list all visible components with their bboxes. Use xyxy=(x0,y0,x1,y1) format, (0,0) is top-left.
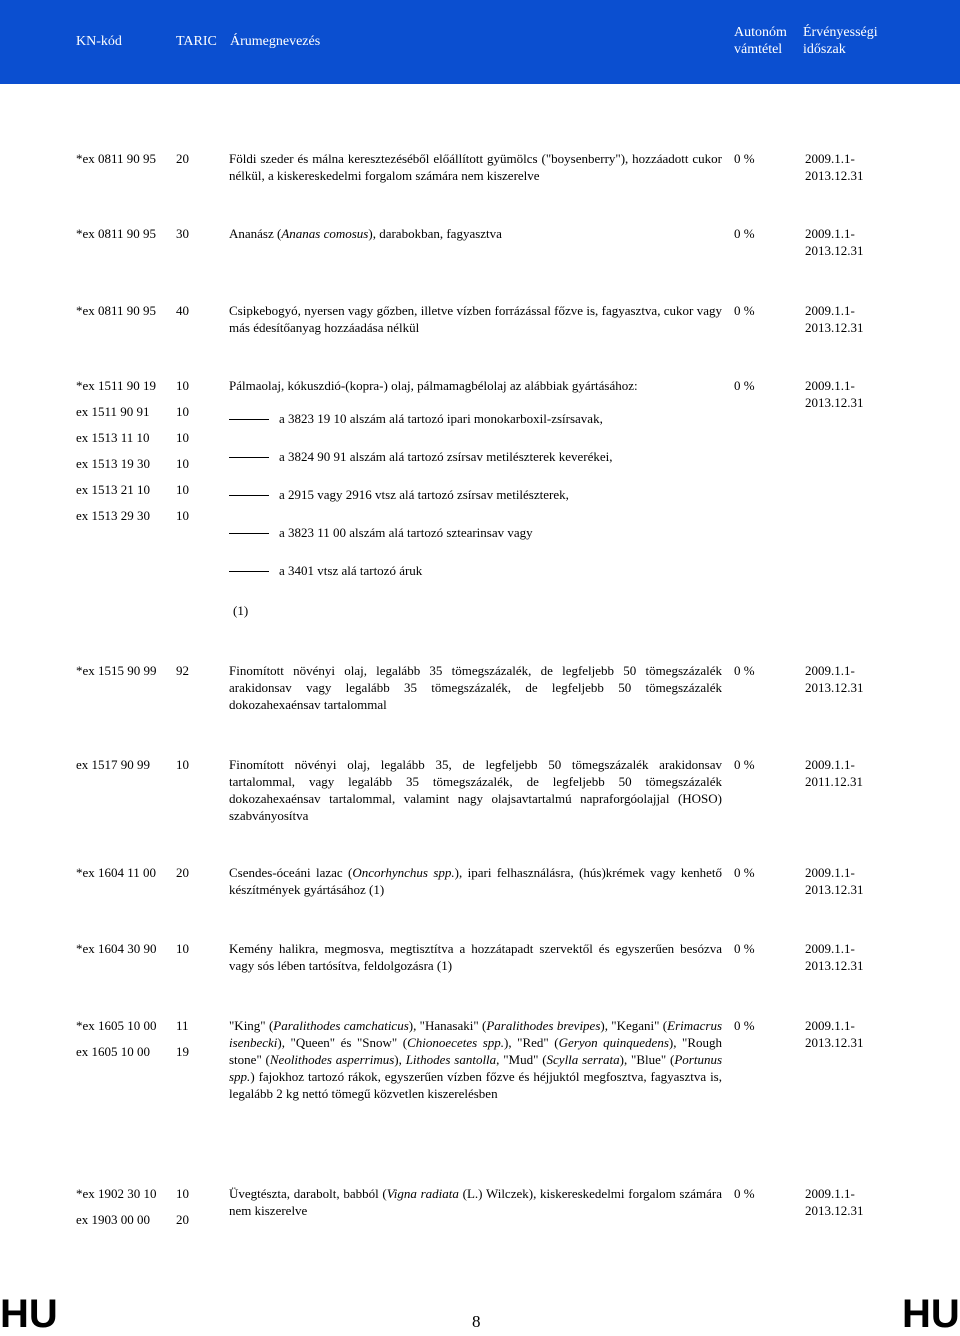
taric-code: 10 xyxy=(176,757,189,772)
description-text: Pálmaolaj, kókuszdió-(kopra-) olaj, pálmamagbélolaj az alábbiak gyártásához: xyxy=(229,378,638,393)
kn-code: *ex 1902 30 10 xyxy=(76,1186,157,1201)
dash-marker xyxy=(229,533,269,534)
period-end: 2013.12.31 xyxy=(805,882,864,897)
description-cell xyxy=(229,756,722,824)
header-rate xyxy=(734,24,787,58)
period-end: 2013.12.31 xyxy=(805,680,864,695)
header-rate-line2: vámtétel xyxy=(734,42,783,57)
description-text: Csipkebogyó, nyersen vagy gőzben, illetve vízben forrázással főzve is, fagyasztva, cukor vagy más édesítőanyag hozzáadása nélkül xyxy=(229,303,722,335)
description-subitem xyxy=(229,410,722,448)
kn-code-cell xyxy=(76,302,176,328)
description-cell xyxy=(229,864,722,898)
description-subitem xyxy=(229,448,722,486)
period-start: 2009.1.1- xyxy=(805,1018,855,1033)
kn-code: *ex 1605 10 00 xyxy=(76,1018,157,1033)
dash-marker xyxy=(229,571,269,572)
taric-cell xyxy=(176,940,216,966)
kn-code-cell xyxy=(76,1185,176,1237)
validity-period xyxy=(805,864,895,898)
taric-code: 10 xyxy=(176,941,189,956)
kn-code: ex 1513 11 10 xyxy=(76,430,150,445)
autonomous-rate: 0 % xyxy=(734,378,755,393)
description-text: Csendes-óceáni lazac (Oncorhynchus spp.), ipari felhasználásra, (hús)krémek vagy kenhető készítmények gyártásához (1) xyxy=(229,865,722,897)
autonomous-rate: 0 % xyxy=(734,226,755,241)
period-end: 2013.12.31 xyxy=(805,168,864,183)
kn-code: *ex 0811 90 95 xyxy=(76,151,157,166)
kn-code: *ex 0811 90 95 xyxy=(76,303,157,318)
description-cell xyxy=(229,940,722,974)
validity-period xyxy=(805,1185,895,1219)
description-subitem xyxy=(229,486,722,524)
dash-marker xyxy=(229,495,269,496)
period-end: 2013.12.31 xyxy=(805,320,864,335)
dash-marker xyxy=(229,457,269,458)
taric-cell xyxy=(176,302,216,328)
kn-code-cell xyxy=(76,377,176,533)
validity-period xyxy=(805,756,895,790)
kn-code: ex 1513 19 30 xyxy=(76,456,151,471)
validity-period xyxy=(805,940,895,974)
kn-code: ex 1511 90 91 xyxy=(76,404,150,419)
taric-code: 10 xyxy=(176,456,189,471)
description-cell xyxy=(229,1017,722,1102)
kn-code-cell xyxy=(76,150,176,176)
footer-right-code: HU xyxy=(902,1292,960,1336)
autonomous-rate: 0 % xyxy=(734,941,755,956)
taric-code: 10 xyxy=(176,1186,189,1201)
taric-code: 20 xyxy=(176,865,189,880)
dash-marker xyxy=(229,419,269,420)
autonomous-rate: 0 % xyxy=(734,663,755,678)
taric-cell xyxy=(176,864,216,890)
description-cell xyxy=(229,150,722,184)
description-text: Földi szeder és málna keresztezéséből előállított gyümölcs ("boysenberry"), hozzáadott cukor nélkül, a kiskereskedelmi forgalom számára nem kiszerelve xyxy=(229,151,722,183)
validity-period xyxy=(805,150,895,184)
taric-cell xyxy=(176,1017,216,1069)
period-start: 2009.1.1- xyxy=(805,303,855,318)
validity-period xyxy=(805,377,895,411)
header-period-line1: Érvényességi xyxy=(803,25,878,40)
subitem-text: a 3823 11 00 alszám alá tartozó sztearinsav vagy xyxy=(279,525,533,540)
period-start: 2009.1.1- xyxy=(805,941,855,956)
description-cell xyxy=(229,302,722,336)
taric-code: 20 xyxy=(176,151,189,166)
subitem-text: a 2915 vagy 2916 vtsz alá tartozó zsírsav metilészterek, xyxy=(279,487,569,502)
taric-code: 10 xyxy=(176,404,189,419)
kn-code-cell xyxy=(76,940,176,966)
description-subitem xyxy=(229,524,722,562)
validity-period xyxy=(805,662,895,696)
description-cell xyxy=(229,1185,722,1219)
subitem-text: a 3823 19 10 alszám alá tartozó ipari monokarboxil-zsírsavak, xyxy=(279,411,603,426)
kn-code-cell xyxy=(76,662,176,688)
kn-code: ex 1903 00 00 xyxy=(76,1212,151,1227)
kn-code: ex 1513 29 30 xyxy=(76,508,151,523)
kn-code-cell xyxy=(76,756,176,782)
description-text: Üvegtészta, darabolt, babból (Vigna radiata (L.) Wilczek), kiskereskedelmi forgalom számára nem kiszerelve xyxy=(229,1186,722,1218)
description-text: Finomított növényi olaj, legalább 35, de legfeljebb 50 tömegszázalék arakidonsav tartalommal, vagy legalább 35 tömegszázalék, de legfeljebb 50 tömegszázalék dokozahexaénsav tartalommal, valamint nagy olajsavtartalmú napraforgóolajjal (HOSO) szabványosítva xyxy=(229,757,722,823)
kn-code: *ex 1604 11 00 xyxy=(76,865,157,880)
kn-code: ex 1517 90 99 xyxy=(76,757,151,772)
period-start: 2009.1.1- xyxy=(805,757,855,772)
taric-cell xyxy=(176,150,216,176)
validity-period xyxy=(805,1017,895,1051)
period-end: 2013.12.31 xyxy=(805,958,864,973)
taric-cell xyxy=(176,377,216,533)
period-start: 2009.1.1- xyxy=(805,378,855,393)
footer-left-code: HU xyxy=(0,1292,58,1336)
period-end: 2013.12.31 xyxy=(805,243,864,258)
header-taric: TARIC xyxy=(176,34,217,49)
description-text: Ananász (Ananas comosus), darabokban, fagyasztva xyxy=(229,226,502,241)
period-start: 2009.1.1- xyxy=(805,865,855,880)
taric-cell xyxy=(176,1185,216,1237)
taric-code: 11 xyxy=(176,1018,189,1033)
period-end: 2013.12.31 xyxy=(805,1035,864,1050)
kn-code: *ex 0811 90 95 xyxy=(76,226,157,241)
taric-code: 40 xyxy=(176,303,189,318)
subitem-text: a 3401 vtsz alá tartozó áruk xyxy=(279,563,423,578)
taric-cell xyxy=(176,662,216,688)
description-cell xyxy=(229,377,722,619)
validity-period xyxy=(805,302,895,336)
description-text: Finomított növényi olaj, legalább 35 tömegszázalék, de legfeljebb 50 tömegszázalék arakidonsav vagy legalább 35 tömegszázalék, de legfeljebb 50 tömegszázalék dokozahexaénsav tartalommal xyxy=(229,663,722,712)
description-cell xyxy=(229,225,722,242)
footnote-ref: (1) xyxy=(233,603,249,618)
header-period-line2: időszak xyxy=(803,42,846,57)
taric-code: 30 xyxy=(176,226,189,241)
subitem-text: a 3824 90 91 alszám alá tartozó zsírsav metilészterek keverékei, xyxy=(279,449,613,464)
taric-code: 10 xyxy=(176,482,189,497)
taric-code: 10 xyxy=(176,430,189,445)
header-name: Árumegnevezés xyxy=(230,34,321,49)
period-start: 2009.1.1- xyxy=(805,1186,855,1201)
period-start: 2009.1.1- xyxy=(805,151,855,166)
page-number: 8 xyxy=(472,1312,481,1331)
period-end: 2013.12.31 xyxy=(805,1203,864,1218)
taric-code: 10 xyxy=(176,378,189,393)
table-header xyxy=(0,0,960,84)
validity-period xyxy=(805,225,895,259)
kn-code-cell xyxy=(76,225,176,251)
autonomous-rate: 0 % xyxy=(734,1186,755,1201)
autonomous-rate: 0 % xyxy=(734,151,755,166)
kn-code-cell xyxy=(76,864,176,890)
period-end: 2011.12.31 xyxy=(805,774,864,789)
kn-code: *ex 1515 90 99 xyxy=(76,663,157,678)
autonomous-rate: 0 % xyxy=(734,757,755,772)
taric-code: 19 xyxy=(176,1044,189,1059)
taric-cell xyxy=(176,225,216,251)
period-end: 2013.12.31 xyxy=(805,395,864,410)
autonomous-rate: 0 % xyxy=(734,865,755,880)
kn-code: *ex 1511 90 19 xyxy=(76,378,157,393)
header-rate-line1: Autonóm xyxy=(734,25,787,40)
autonomous-rate: 0 % xyxy=(734,303,755,318)
kn-code: *ex 1604 30 90 xyxy=(76,941,157,956)
taric-code: 92 xyxy=(176,663,189,678)
description-text: Kemény halikra, megmosva, megtisztítva a hozzátapadt szervektől és egyszerűen besózva vagy sós lében tartósítva, feldolgozásra (1) xyxy=(229,941,722,973)
taric-code: 10 xyxy=(176,508,189,523)
description-text: "King" (Paralithodes camchaticus), "Hanasaki" (Paralithodes brevipes), "Kegani" (Erimacrus isenbecki), "Queen" és "Snow" (Chionoecetes spp.), "Red" (Geryon quinquedens), "Rough stone" (Neolithodes asperrimus), Lithodes santolla, "Mud" (Scylla serrata), "Blue" (Portunus spp.) fajokhoz tartozó rákok, egyszerűen vízben főzve és héjjuktól megfosztva, fagyasztva is, legalább 2 kg nettó tömegű közvetlen kiszerelésben xyxy=(229,1018,723,1101)
description-cell xyxy=(229,662,722,713)
period-start: 2009.1.1- xyxy=(805,663,855,678)
kn-code: ex 1605 10 00 xyxy=(76,1044,151,1059)
kn-code-cell xyxy=(76,1017,176,1069)
taric-code: 20 xyxy=(176,1212,189,1227)
header-period xyxy=(803,24,878,58)
header-kn: KN-kód xyxy=(76,34,122,49)
kn-code: ex 1513 21 10 xyxy=(76,482,151,497)
description-subitem xyxy=(229,562,722,600)
autonomous-rate: 0 % xyxy=(734,1018,755,1033)
taric-cell xyxy=(176,756,216,782)
period-start: 2009.1.1- xyxy=(805,226,855,241)
